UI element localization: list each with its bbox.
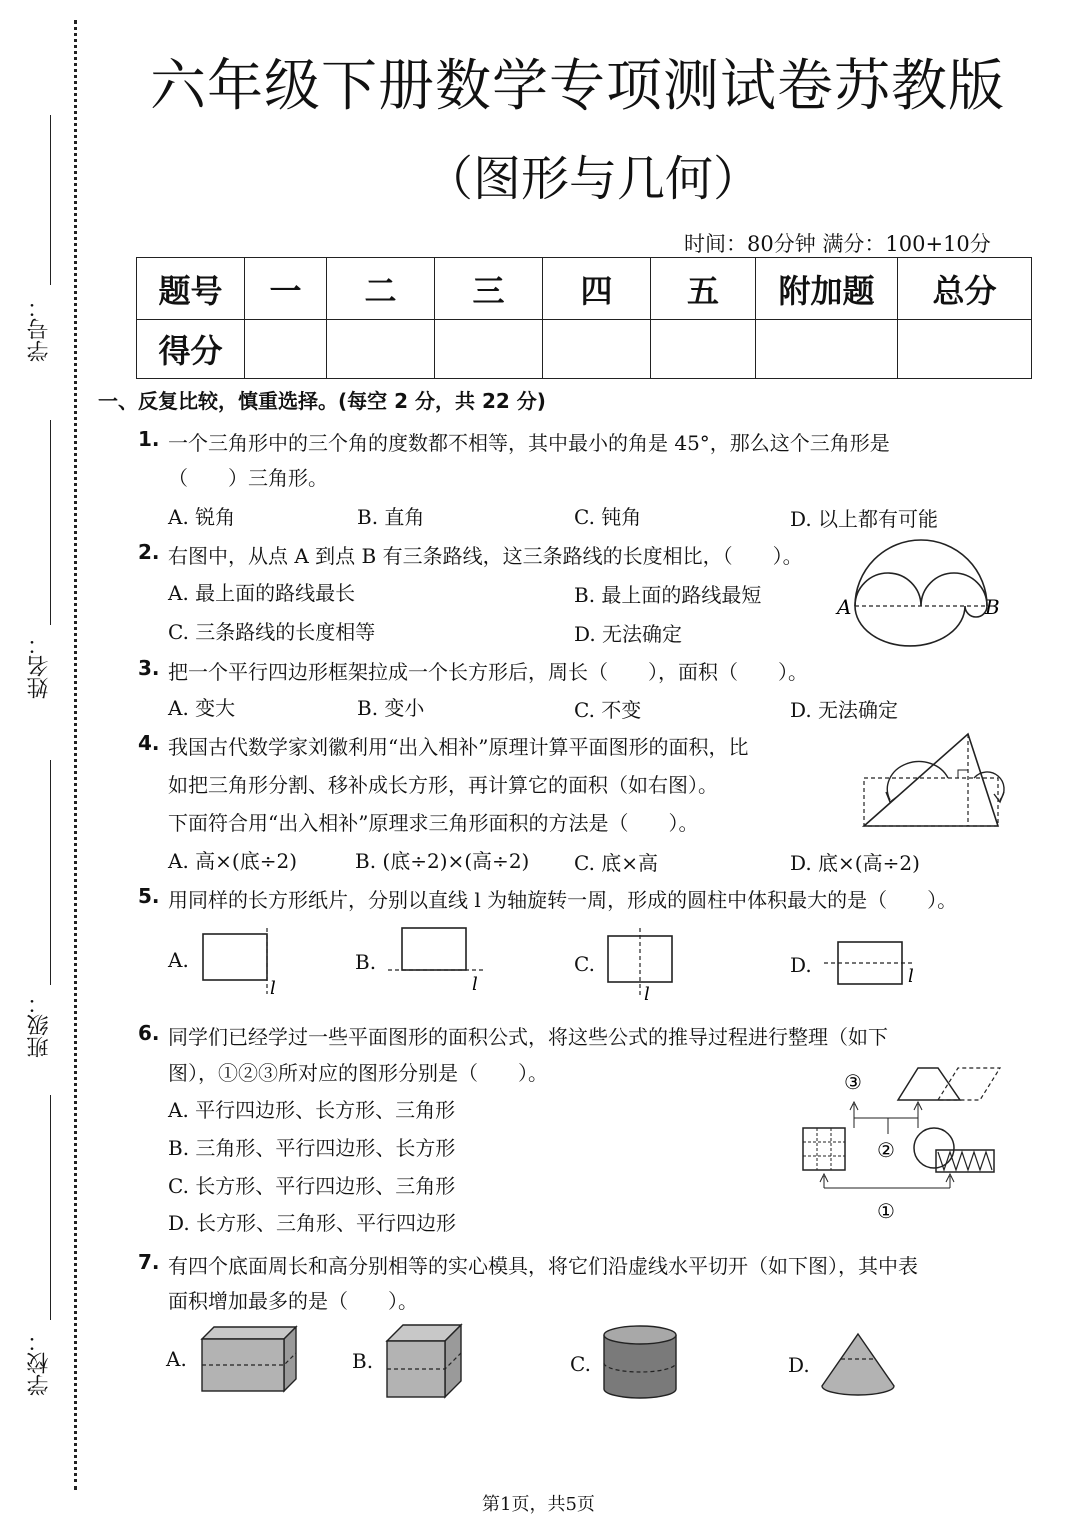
- label-student-id: 学号：: [27, 296, 52, 362]
- q7-figure-cone: [820, 1332, 896, 1398]
- q5-figure-d: [824, 938, 924, 994]
- score-header-row: [137, 258, 1032, 320]
- q2-option-a[interactable]: A. 最上面的路线最长: [168, 581, 356, 605]
- q7-line1: 有四个底面周长和高分别相等的实心模具，将它们沿虚线水平切开（如下图），其中表: [168, 1254, 918, 1278]
- q1-line1: 一个三角形中的三个角的度数都不相等，其中最小的角是 45°，那么这个三角形是: [168, 431, 890, 455]
- q5-option-d[interactable]: D.: [790, 953, 812, 977]
- q4-triangle-figure: [860, 730, 1005, 830]
- q5-option-c[interactable]: C.: [574, 952, 595, 976]
- q6-option-a[interactable]: A. 平行四边形、长方形、三角形: [168, 1098, 456, 1122]
- score-table: [136, 257, 1032, 379]
- q5-option-a[interactable]: A.: [168, 948, 189, 972]
- q6-label-3: ③: [844, 1070, 862, 1094]
- q6-derivation-figure: [800, 1062, 1000, 1222]
- q2-label-b: B: [985, 595, 1000, 619]
- q1-option-b[interactable]: B. 直角: [357, 505, 425, 529]
- score-header-cell: 总分: [898, 258, 1032, 320]
- score-header-cell: 五: [651, 258, 756, 320]
- score-header-cell: 三: [435, 258, 543, 320]
- q1-option-c[interactable]: C. 钝角: [574, 505, 642, 529]
- q4-option-a[interactable]: A. 高×(底÷2): [168, 849, 298, 873]
- score-blank-cell[interactable]: [245, 320, 327, 379]
- section-1-title: 一、反复比较，慎重选择。(每空 2 分，共 22 分): [98, 389, 546, 413]
- q7-option-a[interactable]: A.: [166, 1347, 187, 1371]
- score-value-row: [137, 320, 1032, 379]
- q4-option-b[interactable]: B. (底÷2)×(高÷2): [355, 849, 530, 873]
- label-school: 学校：: [27, 1330, 52, 1396]
- score-blank-cell[interactable]: [898, 320, 1032, 379]
- q3-option-d[interactable]: D. 无法确定: [790, 698, 899, 722]
- q3-option-c[interactable]: C. 不变: [574, 698, 642, 722]
- q5-axis-label: l: [908, 966, 914, 987]
- q5-line1: 用同样的长方形纸片，分别以直线 l 为轴旋转一周，形成的圆柱中体积最大的是（ ）。: [168, 888, 958, 912]
- q7-figure-cuboid: [200, 1325, 300, 1395]
- q3-option-b[interactable]: B. 变小: [357, 696, 425, 720]
- class-underline: [50, 760, 51, 985]
- q4-line1: 我国古代数学家刘徽利用“出入相补”原理计算平面图形的面积，比: [168, 735, 749, 759]
- score-blank-cell[interactable]: [756, 320, 898, 379]
- q7-option-c[interactable]: C.: [570, 1352, 591, 1376]
- q2-arc-figure: [835, 540, 1005, 655]
- q6-option-c[interactable]: C. 长方形、平行四边形、三角形: [168, 1174, 456, 1198]
- q7-option-b[interactable]: B.: [352, 1349, 374, 1373]
- score-blank-cell[interactable]: [327, 320, 435, 379]
- q6-option-d[interactable]: D. 长方形、三角形、平行四边形: [168, 1211, 457, 1235]
- q6-option-b[interactable]: B. 三角形、平行四边形、长方形: [168, 1136, 456, 1160]
- q2-label-a: A: [837, 595, 852, 619]
- q4-line2: 如把三角形分割、移补成长方形，再计算它的面积（如右图）。: [168, 773, 718, 797]
- school-underline: [50, 1095, 51, 1320]
- score-blank-cell[interactable]: [651, 320, 756, 379]
- q3-option-a[interactable]: A. 变大: [168, 696, 236, 720]
- binding-dotted-line: [74, 20, 77, 1490]
- q6-label-2: ②: [877, 1138, 895, 1162]
- exam-meta: 时间：80分钟 满分：100+10分: [684, 232, 991, 256]
- q7-figure-cylinder: [602, 1325, 678, 1401]
- q5-figure-a: [200, 928, 290, 1000]
- q1-number: 1.: [138, 427, 160, 451]
- q1-option-d[interactable]: D. 以上都有可能: [790, 507, 939, 531]
- score-row-label: 得分: [137, 320, 245, 379]
- q2-number: 2.: [138, 540, 160, 564]
- q2-option-b[interactable]: B. 最上面的路线最短: [574, 583, 762, 607]
- q6-line2: 图），①②③所对应的图形分别是（ ）。: [168, 1061, 548, 1085]
- q5-option-b[interactable]: B.: [355, 950, 377, 974]
- q1-option-a[interactable]: A. 锐角: [168, 505, 236, 529]
- q7-figure-cube: [385, 1323, 465, 1399]
- score-header-cell: 四: [543, 258, 651, 320]
- score-blank-cell[interactable]: [543, 320, 651, 379]
- q6-number: 6.: [138, 1021, 160, 1045]
- q1-line2: （ ）三角形。: [168, 466, 328, 490]
- q4-option-d[interactable]: D. 底×(高÷2): [790, 851, 920, 875]
- q6-label-1: ①: [877, 1199, 895, 1223]
- score-header-cell: 题号: [137, 258, 245, 320]
- page-title: 六年级下册数学专项测试卷苏教版: [150, 54, 1005, 119]
- score-blank-cell[interactable]: [435, 320, 543, 379]
- q4-line3: 下面符合用“出入相补”原理求三角形面积的方法是（ ）。: [168, 811, 699, 835]
- q5-axis-label: l: [270, 978, 276, 999]
- label-class: 班级：: [27, 992, 52, 1058]
- q7-line2: 面积增加最多的是（ ）。: [168, 1289, 418, 1313]
- q4-number: 4.: [138, 731, 160, 755]
- score-header-cell: 附加题: [756, 258, 898, 320]
- q3-line1: 把一个平行四边形框架拉成一个长方形后，周长（ ），面积（ ）。: [168, 660, 808, 684]
- name-underline: [50, 420, 51, 625]
- q5-axis-label: l: [644, 984, 650, 1005]
- q7-option-d[interactable]: D.: [788, 1353, 810, 1377]
- page-subtitle: （图形与几何）: [425, 151, 762, 207]
- page-footer: 第1页，共5页: [482, 1494, 595, 1515]
- q7-number: 7.: [138, 1250, 160, 1274]
- q2-line1: 右图中，从点 A 到点 B 有三条路线，这三条路线的长度相比，（ ）。: [168, 544, 803, 568]
- q4-option-c[interactable]: C. 底×高: [574, 851, 659, 875]
- q6-line1: 同学们已经学过一些平面图形的面积公式，将这些公式的推导过程进行整理（如下: [168, 1025, 888, 1049]
- label-name: 姓名：: [27, 633, 52, 699]
- q2-option-c[interactable]: C. 三条路线的长度相等: [168, 620, 376, 644]
- score-header-cell: 一: [245, 258, 327, 320]
- q5-figure-c: [604, 928, 684, 1004]
- q2-option-d[interactable]: D. 无法确定: [574, 622, 683, 646]
- score-header-cell: 二: [327, 258, 435, 320]
- q3-number: 3.: [138, 656, 160, 680]
- q5-axis-label: l: [472, 974, 478, 995]
- q5-figure-b: [388, 924, 488, 996]
- q5-number: 5.: [138, 884, 160, 908]
- id-underline: [50, 115, 51, 285]
